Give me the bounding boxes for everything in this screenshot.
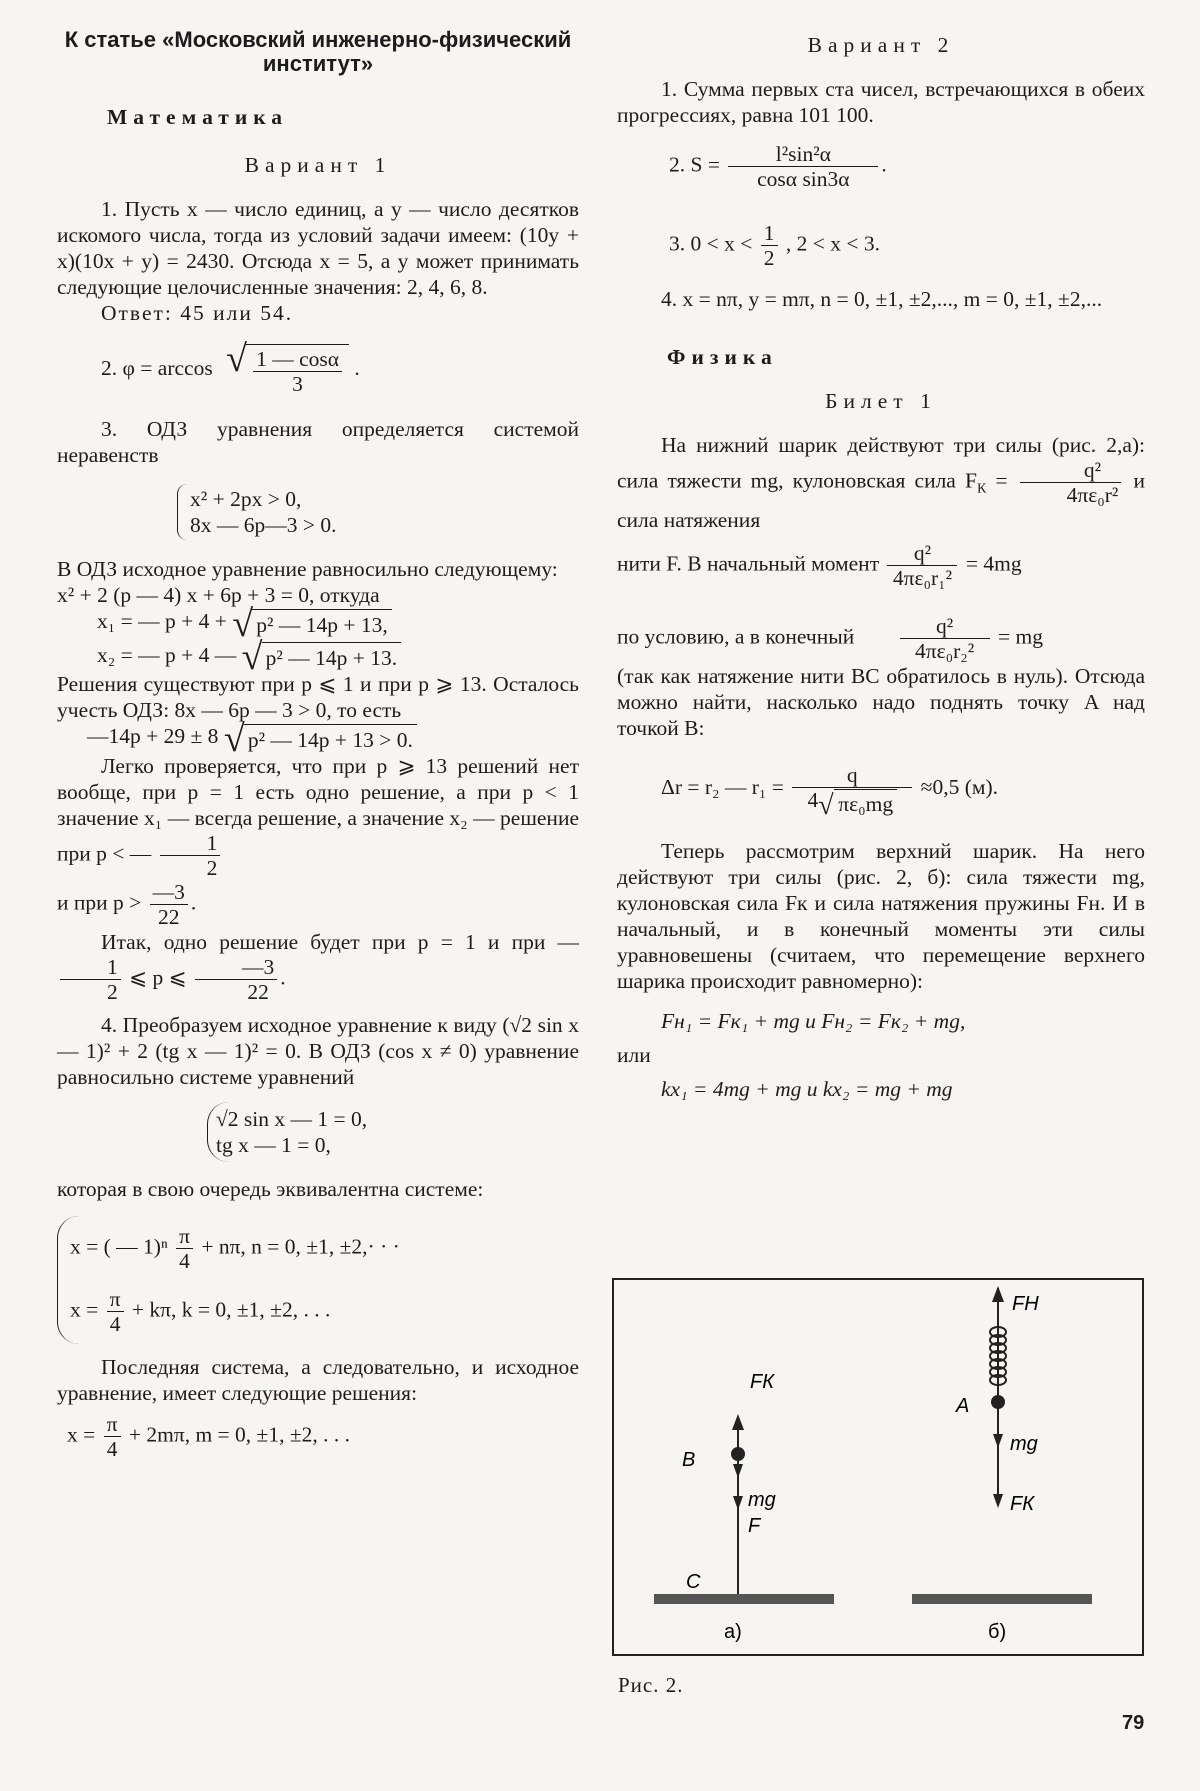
v1-answer: Ответ: 45 или 54. (101, 301, 294, 325)
phys-p2-b: = 4mg (965, 551, 1022, 576)
phys-p3-b: = mg (997, 624, 1043, 649)
phys-p1-k: К (976, 481, 987, 497)
variant-1-heading: Вариант 1 (244, 153, 392, 177)
sys3-line-a (70, 1224, 400, 1273)
sys3a-four: 4 (179, 1248, 190, 1273)
phys-p3-a: по условию, а в конечный (617, 624, 855, 649)
ball-b (731, 1447, 745, 1461)
p3e-pre: и при p > (57, 890, 142, 915)
label-fk-b: FК (1010, 1493, 1035, 1515)
v1-p2-den: 3 (292, 372, 303, 396)
figure-2 (612, 1278, 1144, 1658)
label-mg-a: mg (748, 1489, 776, 1511)
sys1-line-b: 8x — 6p—3 > 0. (190, 513, 337, 537)
v2-p3-num: 1 (761, 221, 778, 246)
v1-p4b: которая в свою очередь эквивалентна системе: (57, 1176, 484, 1201)
eq3c-pre: x₂ = — p + 4 — (97, 642, 237, 667)
ground-a (654, 1594, 834, 1604)
sys3a-post: + nπ, n = 0, ±1, ±2,· · · (201, 1234, 400, 1259)
eq3d-pre: —14p + 29 ± 8 (87, 724, 219, 749)
sys3-line-b (70, 1287, 400, 1336)
right-column (617, 28, 1145, 1102)
dr-pre: Δr = r₂ — r₁ = (661, 775, 784, 800)
fn-arrow (992, 1286, 1004, 1302)
phys-or: или (617, 1042, 651, 1067)
phys-p1-a: На нижний шарик действуют три силы (рис. 2,а): сила тяжести mg, кулоновская сила F (617, 433, 1145, 493)
v2-p3-post: , 2 < x < 3. (785, 231, 881, 256)
v1-p3d (57, 753, 579, 880)
eq3b-pre: x₁ = — p + 4 + (97, 609, 227, 633)
sys1-line-a: x² + 2px > 0, (190, 487, 302, 511)
phys-dr: Δr = r₂ — r₁ = q 4 √ πε₀mg ≈0,5 (м). (661, 763, 999, 821)
math-heading: Математика (107, 105, 289, 129)
f-arrow-a (733, 1496, 743, 1510)
v1-p3f: Итак, одно решение будет при p = 1 и при — $\frac{1}{2}$ ⩽ p ⩽ $\frac{—3}{22}$ . (57, 929, 579, 1004)
v2-p2-den: cosα sin3α (757, 167, 850, 191)
final-four: 4 (106, 1436, 118, 1461)
figure-caption: Рис. 2. (618, 1673, 684, 1697)
article-title: К статье «Московский инженерно-физический институт» (64, 27, 572, 76)
dr-den-pre: 4 (807, 788, 819, 812)
dr-num: q (792, 763, 912, 788)
phys-p2-a: нити F. В начальный момент (617, 551, 880, 576)
final-pi: π (104, 1412, 121, 1437)
label-sub-b: б) (988, 1621, 1007, 1643)
v2-problem-4: 4. x = nπ, y = mπ, n = 0, ±1, ±2,..., m = 0, ±1, ±2,... (661, 287, 1103, 311)
phys-p1-num: q² (1020, 458, 1122, 483)
label-sub-a: а) (724, 1621, 742, 1643)
phys-p4: (так как натяжение нити BC обратилось в нуль). Отсюда можно найти, насколько надо поднять точку A над точкой B: (617, 664, 1145, 740)
v1-system-3 (57, 1216, 579, 1344)
p3f-num1: 1 (60, 955, 121, 980)
left-column (57, 28, 579, 1461)
p3f-den2: 22 (247, 979, 269, 1004)
eq3d-radicand: p² — 14p + 13 > 0. (244, 724, 417, 753)
v1-problem-2: 2. φ = arccos √ $\frac{1 — \cos\alpha}{3}$ . (101, 338, 360, 396)
v1-eq3a: x² + 2 (p — 4) x + 6p + 3 = 0, откуда (57, 583, 380, 607)
mg-arrow-a (733, 1464, 743, 1478)
label-f: F (748, 1515, 761, 1537)
v2-p2-label: 2. S = (669, 152, 720, 177)
p3d-text: Легко проверяется, что при p ⩾ 13 решений нет вообще, при p = 1 есть одно решение, а при p < 1 значение x₁ — всегда решение, а значение x₂ — решение при p < — (57, 753, 579, 866)
label-mg-b: mg (1010, 1433, 1038, 1455)
phys-p1-b: и сила натяжения (617, 468, 1146, 532)
phys-p3 (617, 614, 1145, 663)
sys3b-pi: π (107, 1287, 124, 1312)
label-a: A (956, 1395, 970, 1417)
v2-p2-num: l²sin²α (728, 142, 878, 167)
p3f-den1: 2 (107, 979, 118, 1004)
label-b: B (682, 1449, 696, 1471)
v2-problem-3 (669, 221, 1145, 270)
v1-final (67, 1412, 579, 1461)
phys-p2-num: q² (887, 541, 957, 566)
physics-heading: Физика (667, 345, 778, 369)
p3f-num2: —3 (195, 955, 277, 980)
v2-p3-den: 2 (763, 246, 775, 270)
sys3b-four: 4 (109, 1311, 121, 1336)
phys-p5: Теперь рассмотрим верхний шарик. На него действуют три силы (рис. 2, б): сила тяжести mg, кулоновская сила Fк и сила натяжения пружины Fн. И в начальный, и в конечный моменты эти силы уравновешены (считаем, что перемещение верхнего шарика происходит равномерно): (617, 838, 1145, 993)
label-fn: FН (1012, 1293, 1039, 1315)
sys2-line-b: tg x — 1 = 0, (216, 1132, 331, 1157)
final-pre: x = (67, 1422, 96, 1447)
v2-p3-pre: 3. 0 < x < (669, 231, 753, 256)
v1-problem-3: 3. ОДЗ уравнения определяется системой неравенств (57, 417, 579, 467)
v1-p3c: Решения существуют при p ⩽ 1 и при p ⩾ 13. Осталось учесть ОДЗ: 8x — 6p — 3 > 0, то есть (57, 672, 579, 723)
phys-p1-eq: = (986, 468, 1008, 493)
phys-eq1: Fн₁ = Fк₁ + mg и Fн₂ = Fк₂ + mg, (661, 1008, 966, 1033)
phys-p2-den: 4πε₀r₁² (892, 566, 953, 590)
ball-a (991, 1395, 1005, 1409)
phys-p3-den: 4πε₀r₂² (914, 639, 975, 663)
p3e-num: —3 (150, 880, 188, 905)
label-fk-a: FК (750, 1371, 775, 1393)
v1-p2-num: 1 — cosα (253, 347, 342, 372)
final-post: + 2mπ, m = 0, ±1, ±2, . . . (128, 1422, 351, 1447)
p3f-mid: ⩽ p ⩽ (129, 965, 187, 990)
phys-p2 (617, 541, 1145, 590)
sys2-line-a: √2 sin x — 1 = 0, (216, 1106, 368, 1131)
sys3b-pre: x = (70, 1297, 99, 1322)
v2-problem-1: 1. Сумма первых ста чисел, встречающихся в обеих прогрессиях, равна 101 100. (617, 77, 1145, 127)
figure-svg (612, 1278, 1144, 1658)
v1-problem-1: 1. Пусть x — число единиц, а y — число десятков искомого числа, тогда из условий задачи имеем: (10y + x)(10x + y) = 2430. Отсюда x = 5, а y может принимать следующие целочисленные значения: 2, 4, 6, 8. (57, 197, 579, 299)
p3e-den: 22 (158, 904, 180, 929)
p3d-num: 1 (160, 831, 221, 856)
mg-arrow-b (993, 1434, 1003, 1448)
fk-arrow-a (732, 1414, 744, 1430)
eq3c-radicand: p² — 14p + 13. (262, 642, 401, 671)
variant-2-heading: Вариант 2 (807, 33, 955, 57)
v1-system-2 (207, 1102, 579, 1162)
v1-p3b: В ОДЗ исходное уравнение равносильно следующему: (57, 557, 558, 581)
eq3b-radicand: p² — 14p + 13, (252, 609, 391, 638)
sqrt-expression: √ $\frac{1 — \cos\alpha}{3}$ (226, 344, 349, 396)
v1-system-1 (57, 484, 579, 540)
v1-eq3b: x₁ = — p + 4 + √ p² — 14p + 13, (97, 608, 579, 638)
v1-problem-4: 4. Преобразуем исходное уравнение к виду (√2 sin x — 1)² + 2 (tg x — 1)² = 0. В ОДЗ (cos x ≠ 0) уравнение равносильно системе уравнений (57, 1012, 579, 1089)
fk-arrow-b (993, 1494, 1003, 1508)
v1-eq3c: x₂ = — p + 4 — √ p² — 14p + 13. (97, 642, 579, 672)
label-c: C (686, 1571, 701, 1593)
v1-p3e: и при p > $\frac{—3}{22}$ . (57, 879, 197, 929)
phys-p3-num: q² (900, 614, 990, 639)
page-number: 79 (1122, 1712, 1145, 1734)
p3d-den: 2 (206, 855, 218, 880)
dr-post: ≈0,5 (м). (920, 775, 999, 800)
sys3a-pre: x = ( — 1)ⁿ (70, 1234, 168, 1259)
p3f-pre: Итак, одно решение будет при p = 1 и при — (101, 929, 579, 954)
phys-eq2: kx₁ = 4mg + mg и kx₂ = mg + mg (661, 1076, 953, 1101)
sys3a-pi: π (176, 1224, 193, 1249)
phys-p1-den: 4πε₀r² (1066, 483, 1119, 507)
v1-eq3d: —14p + 29 ± 8 √ p² — 14p + 13 > 0. (87, 723, 579, 753)
v1-p4c: Последняя система, а следовательно, и исходное уравнение, имеет следующие решения: (57, 1354, 579, 1405)
ground-b (912, 1594, 1092, 1604)
sys3b-post: + kπ, k = 0, ±1, ±2, . . . (131, 1297, 331, 1322)
ticket-heading: Билет 1 (825, 389, 937, 413)
phys-p1 (617, 432, 1145, 533)
v2-problem-2: 2. S = $\frac{\text{l²sin²α}}{\text{cosα sin3α}}$ . (669, 142, 887, 191)
dr-den-rad: πε₀mg (834, 789, 897, 816)
v1-p2-label: 2. φ = arccos (101, 355, 213, 380)
